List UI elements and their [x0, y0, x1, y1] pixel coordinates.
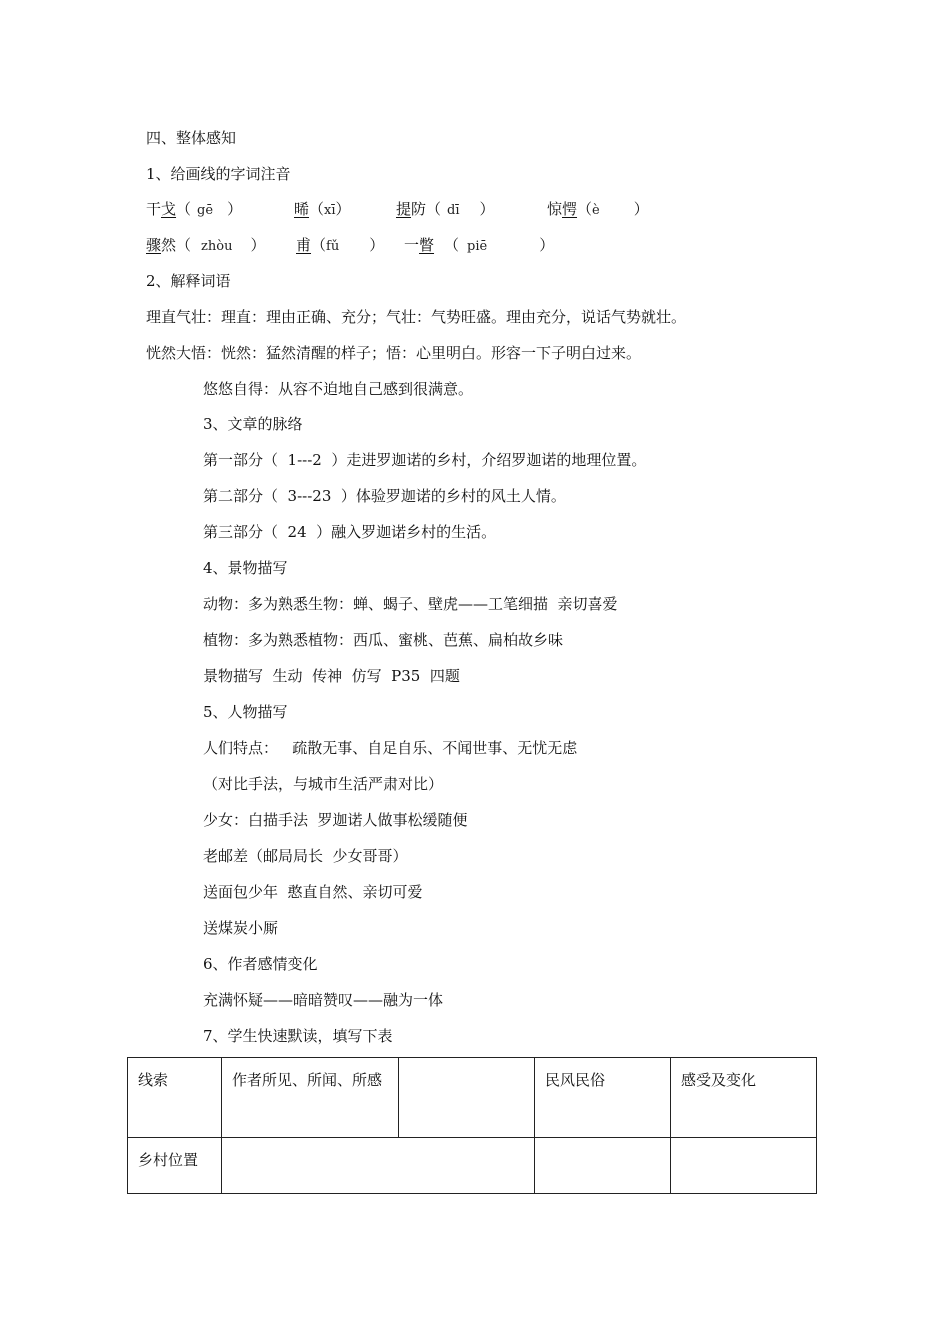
structure-part-3: 第三部分（ 24 ）融入罗迦诺乡村的生活。: [203, 523, 497, 541]
q1-heading: 1、给画线的字词注音: [146, 165, 291, 183]
character-item-3: 少女：白描手法 罗迦诺人做事松缓随便: [203, 811, 468, 829]
header-feelings: 感受及变化: [671, 1058, 817, 1138]
pinyin-item-xi: 晞（xī）: [294, 200, 351, 218]
q2-heading: 2、解释词语: [146, 272, 231, 290]
character-item-5: 送面包少年 憨直自然、亲切可爱: [203, 883, 423, 901]
q5-heading: 5、人物描写: [203, 703, 288, 721]
pinyin-item-yipie: 一瞥 （ piē ）: [404, 236, 555, 254]
cell-seen-heard-felt[interactable]: [222, 1138, 535, 1194]
character-item-4: 老邮差（邮局局长 少女哥哥）: [203, 847, 408, 865]
reading-table: [127, 1057, 817, 1194]
section-title: 四、整体感知: [146, 129, 237, 147]
q3-heading: 3、文章的脉络: [203, 415, 303, 433]
definition-1: 理直气壮：理直：理由正确、充分；气壮：气势旺盛。理由充分，说话气势就壮。: [146, 308, 687, 326]
character-item-6: 送煤炭小厮: [203, 919, 279, 937]
table-row: [128, 1138, 817, 1194]
header-clue: 线索: [128, 1058, 222, 1138]
pinyin-item-jinge: 惊愕（è ）: [547, 200, 649, 218]
cell-feelings[interactable]: [671, 1138, 817, 1194]
character-item-1: 人们特点： 疏散无事、自足自乐、不闻世事、无忧无虑: [203, 739, 578, 757]
q7-heading: 7、学生快速默读，填写下表: [203, 1027, 393, 1045]
structure-part-2: 第二部分（ 3---23 ）体验罗迦诺的乡村的风土人情。: [203, 487, 566, 505]
header-folk-customs: 民风民俗: [535, 1058, 671, 1138]
definition-2: 恍然大悟：恍然：猛然清醒的样子；悟：心里明白。形容一下子明白过来。: [146, 344, 642, 362]
table-row: [128, 1058, 817, 1138]
q4-heading: 4、景物描写: [203, 559, 288, 577]
emotion-change: 充满怀疑——暗暗赞叹——融为一体: [203, 991, 444, 1009]
header-blank: [399, 1058, 535, 1138]
q6-heading: 6、作者感情变化: [203, 955, 318, 973]
pinyin-item-fu: 甫（fǔ ）: [296, 236, 385, 254]
cell-folk-customs[interactable]: [535, 1138, 671, 1194]
row-village-location: 乡村位置: [128, 1138, 222, 1194]
structure-part-1: 第一部分（ 1---2 ）走进罗迦诺的乡村，介绍罗迦诺的地理位置。: [203, 451, 647, 469]
pinyin-item-zhouran: 骤然（ zhòu ）: [146, 236, 266, 254]
pinyin-item-difang: 提防（ dī ）: [396, 200, 495, 218]
scenery-item-2: 植物：多为熟悉植物：西瓜、蜜桃、芭蕉、扁柏故乡味: [203, 631, 564, 649]
scenery-item-3: 景物描写 生动 传神 仿写 P35 四题: [203, 667, 460, 685]
header-seen-heard-felt: 作者所见、所闻、所感: [222, 1058, 399, 1138]
pinyin-item-gange: 干戈（ gē ）: [146, 200, 243, 218]
scenery-item-1: 动物：多为熟悉生物：蝉、蝎子、壁虎——工笔细描 亲切喜爱: [203, 595, 618, 613]
character-item-2: （对比手法，与城市生活严肃对比）: [203, 775, 444, 793]
definition-3: 悠悠自得：从容不迫地自己感到很满意。: [203, 380, 474, 398]
